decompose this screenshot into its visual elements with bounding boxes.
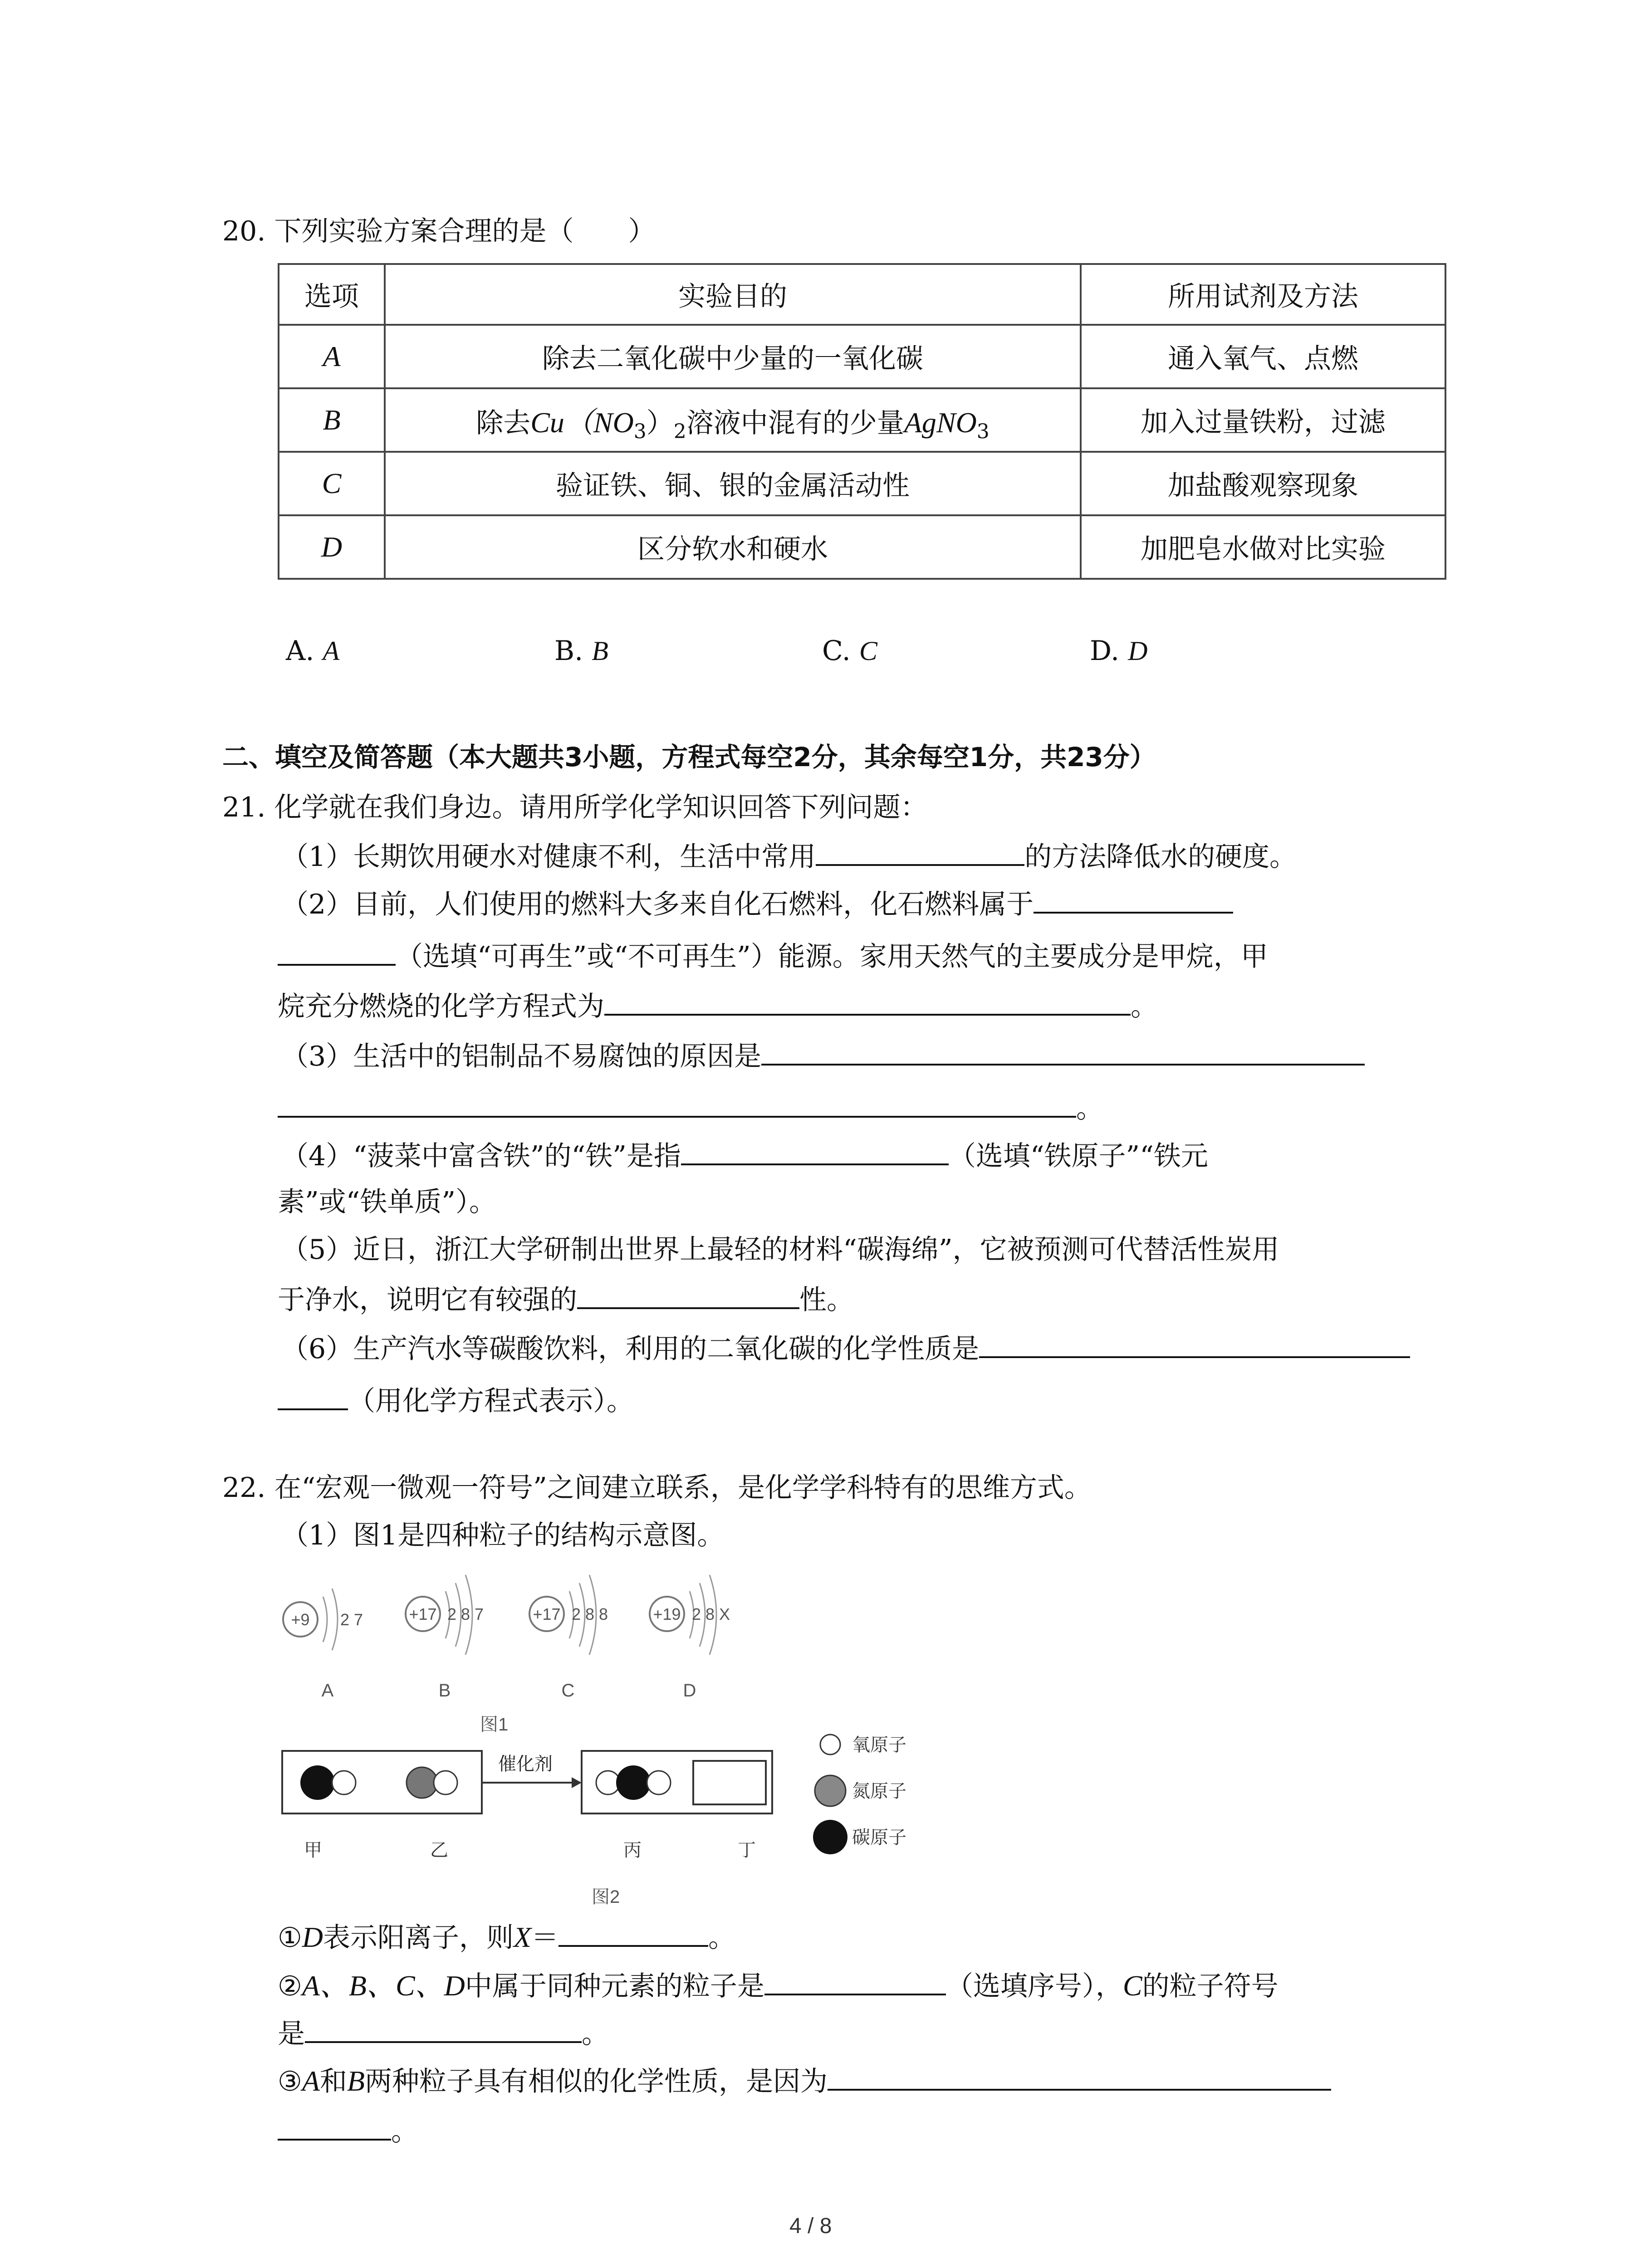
text: （2）目前，人们使用的燃料大多来自化石燃料，化石燃料属于 (281, 889, 1034, 920)
row-option: A (279, 325, 385, 388)
shell-label: 2 8 7 (447, 1605, 484, 1623)
formula-no3: （NO (564, 406, 634, 439)
label-bing: 丙 (623, 1840, 642, 1860)
choice-value: C (859, 636, 877, 666)
text: （4）“菠菜中富含铁”的“铁”是指 (281, 1140, 681, 1172)
table-row (279, 515, 1445, 579)
answer-blank[interactable] (278, 1381, 348, 1410)
shell-label: 2 7 (340, 1610, 363, 1629)
answer-blank[interactable] (278, 937, 396, 966)
nucleus-label: +17 (409, 1605, 437, 1623)
legend-carbon-swatch (813, 1820, 847, 1854)
row-method: 通入氧气、点燃 (1081, 325, 1445, 388)
label-yi: 乙 (430, 1840, 448, 1860)
choice-label: A. (286, 635, 314, 667)
table-row (279, 452, 1445, 515)
table-row (279, 325, 1445, 388)
choice-value: D (1128, 636, 1148, 666)
oxygen-atom (434, 1771, 457, 1794)
text: 。 (1131, 991, 1158, 1022)
var-c: C (1122, 1970, 1142, 2002)
row-method: 加肥皂水做对比实验 (1081, 515, 1445, 579)
q22-s2-l2 (278, 2014, 609, 2052)
text: 。 (1076, 1093, 1103, 1124)
choice-label: B. (554, 635, 583, 667)
legend (813, 1735, 906, 1854)
table-row (279, 388, 1445, 452)
q22-s3-l2 (278, 2112, 418, 2150)
blank-product-box (693, 1761, 766, 1804)
oxygen-atom (332, 1771, 356, 1794)
text: ＝ (531, 1922, 559, 1954)
var-b: B (347, 2065, 365, 2097)
answer-blank[interactable] (305, 2014, 582, 2043)
page-number: 4 / 8 (789, 2214, 832, 2238)
goal-part: ） (646, 407, 674, 439)
text: ③ (278, 2066, 302, 2097)
legend-oxygen-swatch (820, 1735, 840, 1755)
atom-d (650, 1575, 730, 1701)
q21-p1 (281, 837, 1297, 875)
carbon-atom (616, 1765, 651, 1800)
text: （用化学方程式表示）。 (348, 1385, 634, 1417)
q21-p4-l1 (281, 1136, 1208, 1174)
answer-blank[interactable] (604, 987, 1131, 1016)
text: 两种粒子具有相似的化学性质，是因为 (364, 2066, 828, 2097)
var-a: A (302, 2065, 320, 2097)
choice-label: C. (822, 635, 851, 667)
q22-s2-l1 (278, 1966, 1279, 2004)
atom-label: C (561, 1681, 575, 1701)
goal-part: 除去 (476, 407, 531, 439)
text: 的粒子符号 (1142, 1970, 1279, 2002)
q21-p2-l2 (278, 937, 1268, 975)
atom-c (529, 1575, 608, 1701)
q21-p6-l2 (278, 1381, 634, 1419)
legend-carbon: 碳原子 (852, 1828, 906, 1848)
row-option: C (279, 452, 385, 515)
header-option: 选项 (279, 264, 385, 325)
figure-1 (272, 1560, 817, 1710)
text: 。 (708, 1922, 736, 1954)
text: 和 (319, 2066, 347, 2097)
row-method: 加盐酸观察现象 (1081, 452, 1445, 515)
var-x: X (514, 1921, 532, 1953)
nucleus-label: +17 (533, 1605, 561, 1623)
nitrogen-atom (407, 1767, 437, 1798)
row-option: B (279, 388, 385, 452)
text: 。 (391, 2116, 418, 2147)
legend-nitrogen-swatch (815, 1775, 846, 1806)
var-abcd: A、B、C、D (302, 1970, 465, 2002)
text: ② (278, 1970, 302, 2002)
figure-2-caption: 图2 (592, 1887, 620, 1907)
text: 是 (278, 2018, 305, 2050)
q21-p2-l1 (281, 885, 1233, 923)
text: （3）生活中的铝制品不易腐蚀的原因是 (281, 1041, 762, 1072)
answer-blank[interactable] (979, 1329, 1410, 1358)
subscript: 3 (976, 420, 989, 443)
carbon-atom (300, 1765, 335, 1800)
subscript: 3 (633, 420, 647, 443)
row-method: 加入过量铁粉，过滤 (1081, 388, 1445, 452)
text: 。 (582, 2018, 609, 2050)
row-goal: 验证铁、铜、银的金属活动性 (385, 452, 1081, 515)
text: 中属于同种元素的粒子是 (465, 1970, 764, 2002)
row-goal: 区分软水和硬水 (385, 515, 1081, 579)
text: （选填“铁原子”“铁元 (948, 1140, 1208, 1172)
choice-d[interactable] (1090, 635, 1147, 667)
q21-p2-l3 (278, 987, 1158, 1025)
figure-1-caption: 图1 (480, 1715, 509, 1735)
text: 表示阳离子，则 (323, 1922, 514, 1954)
atom-label: A (321, 1681, 334, 1701)
atom-label: B (438, 1681, 451, 1701)
shell-label: 2 8 8 (572, 1605, 608, 1623)
text: （6）生产汽水等碳酸饮料，利用的二氧化碳的化学性质是 (281, 1333, 980, 1365)
row-option: D (279, 515, 385, 579)
arrow-label: 催化剂 (498, 1754, 553, 1774)
choice-b[interactable] (554, 635, 608, 667)
table-header-row (279, 264, 1445, 325)
atom-label: D (683, 1681, 696, 1701)
q21-p5-l2 (278, 1280, 854, 1318)
choice-a[interactable] (286, 635, 339, 667)
arrow-head (572, 1777, 582, 1788)
row-goal (385, 388, 1081, 452)
answer-blank[interactable] (577, 1280, 799, 1309)
shell-label: 2 8 X (692, 1605, 730, 1623)
q21-p3-l2 (278, 1089, 1103, 1127)
legend-oxygen: 氧原子 (852, 1735, 906, 1755)
atom-b (406, 1575, 484, 1701)
nucleus-label: +19 (653, 1605, 681, 1623)
text: ① (278, 1922, 302, 1954)
answer-blank[interactable] (558, 1918, 708, 1947)
text: （1）长期饮用硬水对健康不利，生活中常用 (281, 841, 816, 873)
answer-blank[interactable] (816, 837, 1024, 866)
q21-p6-l1 (281, 1329, 1410, 1367)
subscript: 2 (673, 420, 686, 443)
answer-blank[interactable] (681, 1136, 949, 1165)
goal-part: 溶液中混有的少量 (686, 407, 904, 439)
q22-stem: 22. 在“宏观一微观一符号”之间建立联系，是化学学科特有的思维方式。 (222, 1472, 1092, 1504)
q21-p3-l1 (281, 1036, 1365, 1075)
oxygen-atom (647, 1771, 671, 1794)
formula-cu: Cu (530, 406, 564, 439)
text: （选填序号）， (945, 1970, 1123, 2002)
text: （选填“可再生”或“不可再生”）能源。家用天然气的主要成分是甲烷，甲 (396, 941, 1268, 973)
label-ding: 丁 (738, 1840, 756, 1860)
q22-s1 (278, 1918, 735, 1956)
legend-nitrogen: 氮原子 (852, 1781, 906, 1801)
formula-agno3: AgNO (904, 406, 977, 439)
choice-c[interactable] (822, 635, 877, 667)
q22-s3-l1 (278, 2062, 1331, 2100)
row-goal: 除去二氧化碳中少量的一氧化碳 (385, 325, 1081, 388)
nucleus-label: +9 (291, 1610, 310, 1629)
answer-blank[interactable] (278, 1089, 1076, 1118)
label-jia: 甲 (304, 1840, 322, 1860)
q20-stem: 20. 下列实验方案合理的是（ ） (222, 215, 656, 247)
var-d: D (302, 1921, 323, 1953)
figure-2 (277, 1733, 957, 1905)
choice-value: B (592, 636, 608, 666)
answer-blank[interactable] (764, 1966, 946, 1995)
text: 烷充分燃烧的化学方程式为 (278, 991, 604, 1022)
experiment-table (278, 263, 1446, 580)
answer-blank[interactable] (278, 2112, 391, 2141)
text: 性。 (799, 1284, 854, 1316)
answer-blank[interactable] (761, 1036, 1365, 1066)
q21-p5-l1: （5）近日，浙江大学研制出世界上最轻的材料“碳海绵”，它被预测可代替活性炭用 (281, 1234, 1279, 1266)
choice-value: A (323, 636, 340, 666)
text: 于净水，说明它有较强的 (278, 1284, 577, 1316)
q21-stem: 21. 化学就在我们身边。请用所学化学知识回答下列问题： (222, 792, 928, 823)
header-method: 所用试剂及方法 (1081, 264, 1445, 325)
text: 的方法降低水的硬度。 (1024, 841, 1297, 873)
choice-label: D. (1090, 635, 1120, 667)
answer-blank[interactable] (828, 2062, 1331, 2091)
section-title: 二、填空及简答题（本大题共3小题，方程式每空2分，其余每空1分，共23分） (222, 742, 1156, 772)
q21-p4-l2: 素”或“铁单质”）。 (278, 1186, 497, 1218)
q22-p1: （1）图1是四种粒子的结构示意图。 (281, 1520, 725, 1551)
header-goal: 实验目的 (385, 264, 1081, 325)
answer-blank[interactable] (1034, 885, 1233, 914)
atom-a (283, 1589, 363, 1701)
